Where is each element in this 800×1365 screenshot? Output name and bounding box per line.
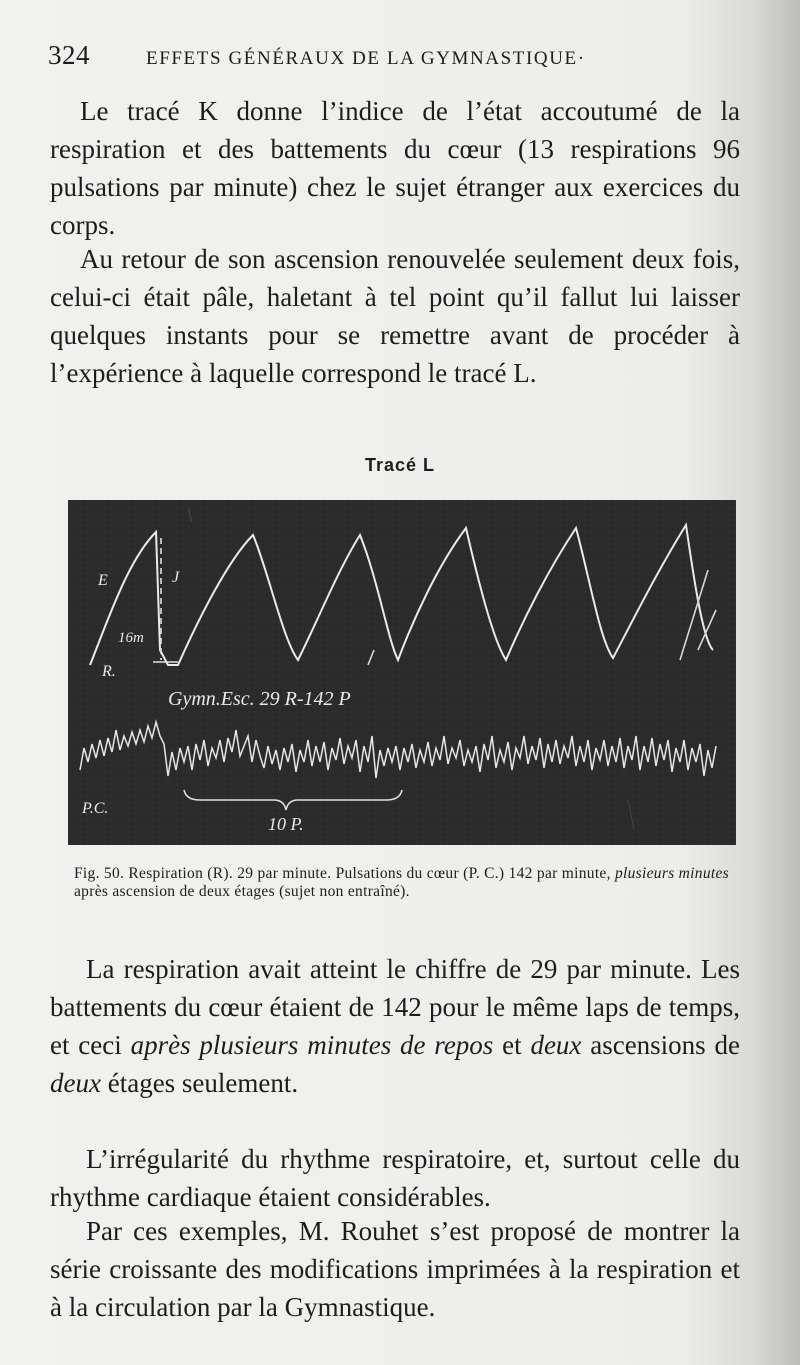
- page-number: 324: [48, 40, 90, 70]
- p3-text-3: ascensions de: [581, 1030, 740, 1060]
- trace-inscription: Gymn.Esc. 29 R-142 P: [168, 688, 351, 710]
- page-header: [48, 40, 748, 80]
- paragraph-3: [50, 950, 740, 1102]
- figure-caption: [74, 865, 750, 901]
- label-e: E: [98, 572, 108, 589]
- p3-text-2: et: [493, 1030, 531, 1060]
- tracing-svg: [68, 500, 736, 845]
- paragraph-5: Par ces exemples, M. Rouhet s’est proposé de montrer la série croissante des modifications imprimées à la respiration et à la circulation par la Gymnastique.: [50, 1216, 740, 1322]
- p3-italic-3: deux: [50, 1068, 101, 1098]
- label-j: J: [172, 569, 180, 586]
- paragraph-1: Le tracé K donne l’indice de l’état accoutumé de la respiration et des battements du cœur (13 respirations 96 pulsations par minute) chez le sujet étranger aux exercices du corps.: [50, 96, 740, 240]
- caption-italic: plusieurs minutes: [614, 865, 729, 882]
- paragraph-2: Au retour de son ascension renouvelée seulement deux fois, celui-ci était pâle, haletant à tel point qu’il fallut lui laisser quelques instants pour se remettre avant de procéder à l’expérience à laquelle correspond le tracé L.: [50, 244, 740, 388]
- label-brace: 10 P.: [268, 814, 304, 834]
- label-pc: P.C.: [82, 800, 109, 817]
- label-r: R.: [102, 663, 116, 680]
- caption-text-1: Fig. 50. Respiration (R). 29 par minute. Pulsations du cœur (P. C.) 142 par minute,: [74, 865, 615, 882]
- tracing-figure: [68, 500, 736, 845]
- label-scale: 16m: [118, 630, 144, 646]
- p3-italic-1: après plusieurs minutes de repos: [130, 1030, 494, 1060]
- p3-text-1: La respiration avait atteint le chiffre de 29 par minute. Les battements du cœur étaient de 142 pour le même laps de temps, et ceci: [50, 954, 740, 1060]
- p3-italic-2: deux: [530, 1030, 582, 1060]
- paragraph-4: L’irrégularité du rhythme respiratoire, et, surtout celle du rhythme cardiaque étaient considérables.: [50, 1144, 740, 1212]
- smoked-paper-background: [68, 500, 736, 845]
- running-head: EFFETS GÉNÉRAUX DE LA GYMNASTIQUE·: [146, 48, 586, 69]
- p3-text-4: étages seulement.: [100, 1068, 299, 1098]
- caption-text-2: après ascension de deux étages (sujet non entraîné).: [74, 883, 410, 900]
- figure-title: Tracé L: [364, 455, 436, 475]
